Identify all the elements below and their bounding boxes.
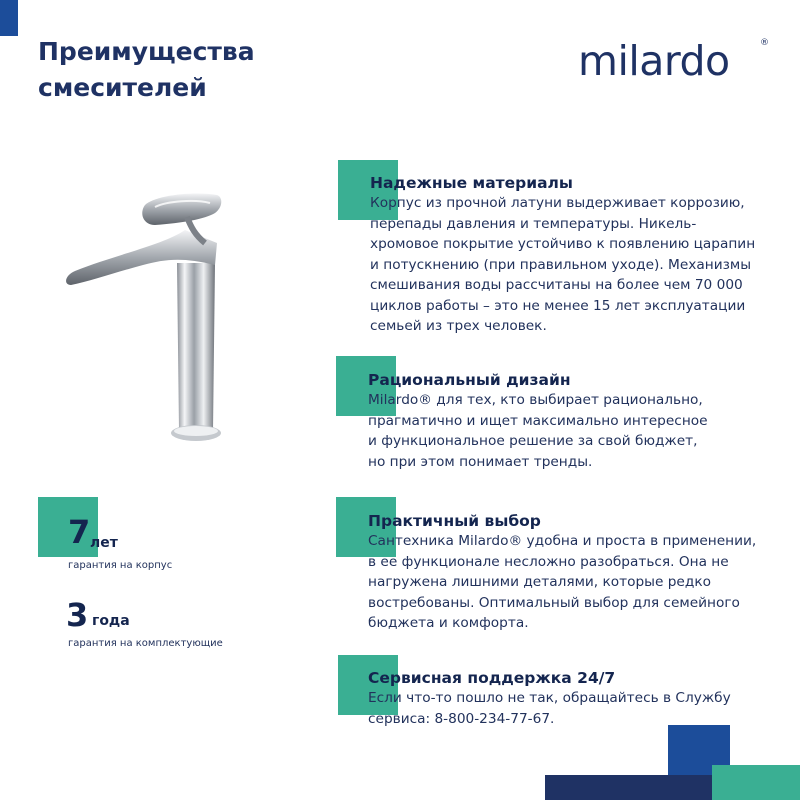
page-title-line1: Преимущества <box>38 37 255 66</box>
warranty-parts-unit: года <box>92 613 130 629</box>
faucet-image <box>55 185 245 455</box>
warranty-parts-caption: гарантия на комплектующие <box>68 638 223 649</box>
feature-text-design: Milardo® для тех, кто выбирает рационально, прагматично и ищет максимально интересное и функциональное решение за свой бюджет, но при этом понимает тренды. <box>368 392 708 470</box>
page-title-line2: смесителей <box>38 73 207 102</box>
warranty-years-number: 7 <box>68 513 91 551</box>
feature-title-design: Рациональный дизайн <box>368 371 571 389</box>
warranty-years-unit: лет <box>90 535 118 551</box>
feature-title-materials: Надежные материалы <box>370 174 573 192</box>
page-title <box>38 34 298 106</box>
feature-title-practical: Практичный выбор <box>368 512 541 530</box>
feature-text-practical: Сантехника Milardo® удобна и проста в применении, в ее функционале несложно разобраться. Она не нагружена лишними деталями, которые редко востребованы. Оптимальный выбор для семейного бюджета и комфорта. <box>368 533 757 631</box>
brand-logo: milardo <box>578 37 730 85</box>
corner-decoration-navy <box>545 775 740 800</box>
feature-text-materials: Корпус из прочной латуни выдерживает коррозию, перепады давления и температуры. Никель- хромовое покрытие устойчиво к появлению царапин и потускнению (при правильном уходе). Механизмы смешивания воды рассчитаны на более чем 70 000 циклов работы – это не менее 15 лет эксплуатации семьей из трех человек. <box>370 195 756 334</box>
warranty-parts-number: 3 <box>66 596 89 634</box>
corner-decoration-teal <box>712 765 800 800</box>
warranty-body-caption: гарантия на корпус <box>68 560 173 571</box>
corner-decoration-top <box>0 0 18 36</box>
feature-text-support: Если что-то пошло не так, обращайтесь в Службу сервиса: 8-800-234-77-67. <box>368 690 731 727</box>
feature-title-support: Сервисная поддержка 24/7 <box>368 669 616 687</box>
registered-mark: ® <box>760 38 769 48</box>
